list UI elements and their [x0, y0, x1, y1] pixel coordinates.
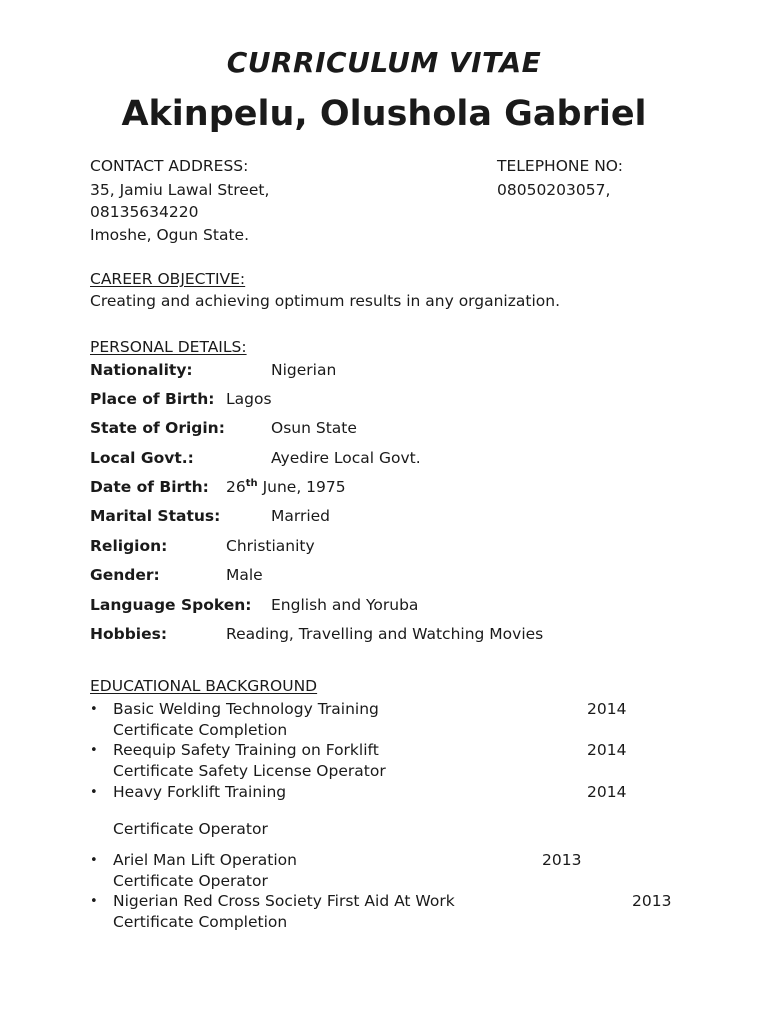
candidate-name: Akinpelu, Olushola Gabriel: [121, 94, 647, 134]
language-spoken-label: Language Spoken:: [90, 596, 252, 614]
career-objective-text: Creating and achieving optimum results in any organization.: [90, 292, 560, 310]
hobbies-label: Hobbies:: [90, 625, 168, 643]
course-name: Reequip Safety Training on Forklift: [113, 741, 379, 759]
course-certificate: Certificate Operator: [113, 872, 268, 890]
place-of-birth-label: Place of Birth:: [90, 390, 215, 408]
gender-label: Gender:: [90, 566, 160, 584]
dob-day: 26: [226, 478, 246, 496]
marital-status-label: Marital Status:: [90, 507, 221, 525]
bullet: •: [90, 853, 98, 868]
course-year: 2013: [632, 892, 672, 910]
religion-label: Religion:: [90, 537, 168, 555]
gender-value: Male: [226, 566, 263, 584]
course-year: 2014: [587, 783, 627, 801]
dob-rest: June, 1975: [262, 478, 346, 496]
document-title: CURRICULUM VITAE: [226, 46, 542, 79]
bullet: •: [90, 702, 98, 717]
bullet: •: [90, 785, 98, 800]
bullet: •: [90, 743, 98, 758]
course-name: Ariel Man Lift Operation: [113, 851, 297, 869]
telephone-value: 08050203057,: [497, 181, 611, 199]
course-name: Basic Welding Technology Training: [113, 700, 379, 718]
state-of-origin-value: Osun State: [271, 419, 357, 437]
language-spoken-value: English and Yoruba: [271, 596, 419, 614]
date-of-birth-value: [226, 478, 346, 496]
religion-value: Christianity: [226, 537, 315, 555]
marital-status-value: Married: [271, 507, 331, 525]
course-name: Nigerian Red Cross Society First Aid At Work: [113, 892, 455, 910]
educational-background-heading: EDUCATIONAL BACKGROUND: [90, 677, 318, 695]
state-of-origin-label: State of Origin:: [90, 419, 225, 437]
career-objective-heading: CAREER OBJECTIVE:: [90, 270, 246, 288]
telephone-label: TELEPHONE NO:: [497, 157, 623, 175]
bullet: •: [90, 894, 98, 909]
course-certificate: Certificate Operator: [113, 820, 268, 838]
course-certificate: Certificate Safety License Operator: [113, 762, 386, 780]
local-govt-value: Ayedire Local Govt.: [271, 449, 421, 467]
nationality-label: Nationality:: [90, 361, 193, 379]
course-certificate: Certificate Completion: [113, 913, 288, 931]
local-govt-label: Local Govt.:: [90, 449, 194, 467]
nationality-value: Nigerian: [271, 361, 337, 379]
course-name: Heavy Forklift Training: [113, 783, 287, 801]
dob-suffix: th: [245, 478, 258, 489]
course-year: 2014: [587, 700, 627, 718]
personal-details-heading: PERSONAL DETAILS:: [90, 338, 247, 356]
course-year: 2013: [542, 851, 582, 869]
address-line-1: 35, Jamiu Lawal Street,: [90, 181, 270, 199]
course-certificate: Certificate Completion: [113, 721, 288, 739]
address-line-3: Imoshe, Ogun State.: [90, 226, 250, 244]
contact-address-label: CONTACT ADDRESS:: [90, 157, 249, 175]
course-year: 2014: [587, 741, 627, 759]
address-line-2: 08135634220: [90, 203, 199, 221]
place-of-birth-value: Lagos: [226, 390, 272, 408]
hobbies-value: Reading, Travelling and Watching Movies: [226, 625, 544, 643]
date-of-birth-label: Date of Birth:: [90, 478, 209, 496]
